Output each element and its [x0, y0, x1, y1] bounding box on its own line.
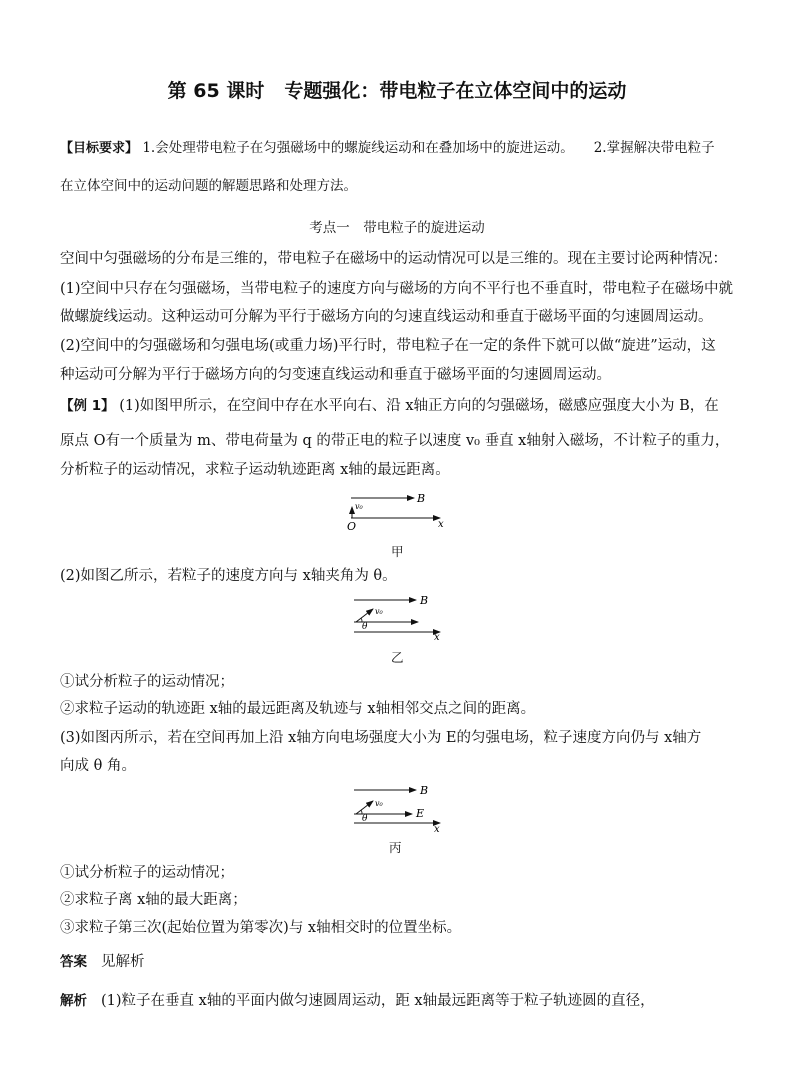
- example-p3-line2: 向成 θ 角。: [60, 758, 136, 774]
- origin-label: O: [347, 520, 357, 532]
- goals-label: 【目标要求】: [60, 141, 139, 156]
- answer-label: 答案: [60, 954, 87, 970]
- figure-jia-caption: 甲: [391, 544, 404, 559]
- intro-line-3: 做螺旋线运动。这种运动可分解为平行于磁场方向的匀速直线运动和垂直于磁场平面的匀速圆周运动。: [60, 309, 713, 325]
- b-label: B: [420, 784, 429, 797]
- b-label: B: [417, 492, 426, 505]
- intro-line-5: 种运动可分解为平行于磁场方向的匀变速直线运动和垂直于磁场平面的匀速圆周运动。: [60, 367, 611, 383]
- lesson-topic: 专题强化：带电粒子在立体空间中的运动: [284, 80, 627, 102]
- figure-yi: [350, 592, 450, 642]
- figure-bing-caption: 丙: [389, 840, 402, 855]
- example-label: 【例 1】: [60, 398, 115, 414]
- x-label: x: [438, 519, 444, 530]
- example-p3-q1: ①试分析粒子的运动情况；: [60, 865, 234, 881]
- example-p2-q2: ②求粒子运动的轨迹距 x轴的最远距离及轨迹与 x轴相邻交点之间的距离。: [60, 701, 536, 717]
- velocity-arrow: [356, 801, 373, 814]
- example-p1-line3: 分析粒子的运动情况，求粒子运动轨迹距离 x轴的最远距离。: [60, 462, 450, 478]
- goals-line-2: 在立体空间中的运动问题的解题思路和处理方法。: [60, 178, 357, 194]
- goal-item-1: 1.会处理带电粒子在匀强磁场中的螺旋线运动和在叠加场中的旋进运动。: [142, 140, 574, 156]
- goal-item-2: 2.掌握解决带电粒子: [593, 140, 715, 156]
- example-p1-line1: (1)如图甲所示，在空间中存在水平向右、沿 x轴正方向的匀强磁场，磁感应强度大小为 B，在: [119, 398, 719, 414]
- analysis-text: (1)粒子在垂直 x轴的平面内做匀速圆周运动，距 x轴最远距离等于粒子轨迹圆的直径，: [101, 993, 655, 1009]
- x-label: x: [434, 824, 440, 835]
- figure-yi-caption: 乙: [391, 650, 404, 665]
- analysis-label: 解析: [60, 993, 87, 1009]
- intro-line-1: 空间中匀强磁场的分布是三维的，带电粒子在磁场中的运动情况可以是三维的。现在主要讨论两种情况：: [60, 251, 727, 267]
- example-p2: (2)如图乙所示，若粒子的速度方向与 x轴夹角为 θ。: [60, 568, 397, 584]
- x-label: x: [434, 632, 440, 642]
- v0-label: v₀: [375, 607, 383, 616]
- figure-bing: [350, 782, 450, 836]
- example-p3-line1: (3)如图丙所示，若在空间再加上沿 x轴方向电场强度大小为 E的匀强电场，粒子速度方向仍与 x轴方: [60, 730, 702, 746]
- example-p2-q1: ①试分析粒子的运动情况；: [60, 674, 234, 690]
- v0-label: v₀: [355, 502, 363, 511]
- v0-label: v₀: [375, 799, 383, 808]
- theta-label: θ: [362, 814, 368, 824]
- goals-line-1: [60, 138, 715, 159]
- figure-jia: [344, 490, 454, 532]
- section-heading: 考点一 带电粒子的旋进运动: [309, 220, 485, 236]
- lesson-number: 第 65 课时: [167, 80, 265, 102]
- page-title: [0, 76, 794, 103]
- b-label: B: [420, 594, 429, 607]
- answer-line: [60, 952, 145, 972]
- velocity-arrow: [356, 609, 373, 622]
- example-p3-q2: ②求粒子离 x轴的最大距离；: [60, 892, 247, 908]
- theta-label: θ: [362, 622, 368, 632]
- answer-text: 见解析: [101, 954, 145, 970]
- analysis-line: [60, 991, 655, 1011]
- e-label: E: [416, 807, 425, 820]
- example-p1-line2: 原点 O有一个质量为 m、带电荷量为 q 的带正电的粒子以速度 v₀ 垂直 x轴射入磁场，不计粒子的重力，: [60, 433, 730, 449]
- example-p3-q3: ③求粒子第三次(起始位置为第零次)与 x轴相交时的位置坐标。: [60, 920, 462, 936]
- intro-line-2: (1)空间中只存在匀强磁场，当带电粒子的速度方向与磁场的方向不平行也不垂直时，带电粒子在磁场中就: [60, 281, 734, 297]
- example-line-1: [60, 396, 719, 416]
- intro-line-4: (2)空间中的匀强磁场和匀强电场(或重力场)平行时，带电粒子在一定的条件下就可以做“旋进”运动，这: [60, 338, 716, 354]
